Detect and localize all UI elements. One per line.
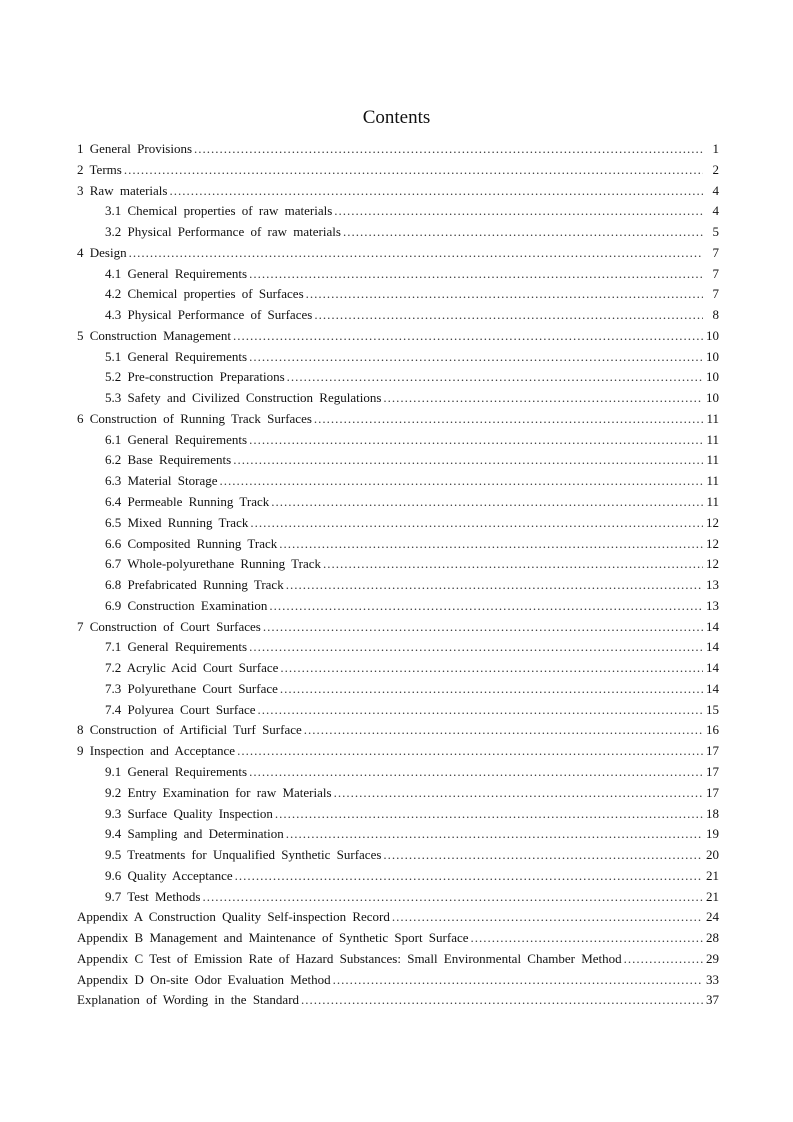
toc-entry[interactable] (77, 264, 719, 285)
toc-entry-page-number: 10 (706, 369, 719, 385)
toc-entry-label: 3.2 Physical Performance of raw materials (105, 224, 341, 240)
dot-leader (323, 554, 703, 575)
toc-entry-label: 7 Construction of Court Surfaces (77, 618, 261, 634)
toc-entry-label: 9.7 Test Methods (105, 888, 201, 904)
toc-entry-page-number: 33 (706, 971, 719, 987)
dot-leader (249, 762, 703, 783)
toc-entry-label: 6.4 Permeable Running Track (105, 494, 270, 510)
toc-entry-page-number: 17 (706, 763, 719, 779)
dot-leader (249, 637, 703, 658)
toc-entry[interactable] (77, 804, 719, 825)
toc-entry-page-number: 37 (706, 992, 719, 1008)
toc-entry[interactable] (77, 388, 719, 409)
toc-entry-page-number: 11 (706, 452, 719, 468)
toc-entry-page-number: 28 (706, 930, 719, 946)
toc-entry[interactable] (77, 326, 719, 347)
toc-entry[interactable] (77, 845, 719, 866)
toc-entry-page-number: 10 (706, 327, 719, 343)
toc-entry-page-number: 5 (712, 224, 719, 240)
dot-leader (233, 326, 703, 347)
toc-entry[interactable] (77, 139, 719, 160)
dot-leader (624, 949, 703, 970)
toc-entry[interactable] (77, 741, 719, 762)
toc-entry-label: 6.6 Composited Running Track (105, 535, 278, 551)
dot-leader (334, 201, 703, 222)
toc-entry-label: Appendix D On-site Odor Evaluation Method (77, 971, 331, 987)
toc-entry[interactable] (77, 949, 719, 970)
toc-entry-label: 6.7 Whole-polyurethane Running Track (105, 556, 322, 572)
toc-entry[interactable] (77, 907, 719, 928)
dot-leader (333, 970, 703, 991)
toc-entry-label: Appendix C Test of Emission Rate of Hazard Substances: Small Environmental Chamber Method (77, 950, 622, 966)
dot-leader (287, 367, 703, 388)
dot-leader (271, 492, 703, 513)
toc-entry-label: 6.8 Prefabricated Running Track (105, 577, 284, 593)
toc-entry-label: 8 Construction of Artificial Turf Surface (77, 722, 302, 738)
toc-entry[interactable] (77, 720, 719, 741)
dot-leader (383, 388, 703, 409)
toc-entry-page-number: 4 (712, 182, 719, 198)
toc-entry-page-number: 17 (706, 743, 719, 759)
toc-entry-label: 9.3 Surface Quality Inspection (105, 805, 273, 821)
toc-entry-page-number: 29 (706, 950, 719, 966)
toc-entry-page-number: 12 (706, 535, 719, 551)
toc-entry-label: 5.2 Pre-construction Preparations (105, 369, 285, 385)
toc-entry-page-number: 1 (712, 141, 719, 156)
toc-entry-label: 9.5 Treatments for Unqualified Synthetic Surfaces (105, 847, 382, 863)
toc-entry-page-number: 4 (712, 203, 719, 219)
dot-leader (275, 804, 703, 825)
toc-entry-page-number: 11 (706, 410, 719, 426)
toc-entry[interactable] (77, 928, 719, 949)
dot-leader (383, 845, 703, 866)
toc-entry[interactable] (77, 596, 719, 617)
toc-entry[interactable] (77, 347, 719, 368)
toc-entry[interactable] (77, 450, 719, 471)
toc-entry-page-number: 18 (706, 805, 719, 821)
toc-entry-page-number: 15 (706, 701, 719, 717)
toc-entry-label: 3 Raw materials (77, 182, 168, 198)
toc-entry-page-number: 14 (706, 660, 719, 676)
toc-entry[interactable] (77, 430, 719, 451)
toc-entry[interactable] (77, 637, 719, 658)
toc-entry-page-number: 21 (706, 888, 719, 904)
dot-leader (129, 243, 703, 264)
toc-entry-label: 1 General Provisions (77, 141, 193, 156)
toc-entry-label: 5.3 Safety and Civilized Construction Regulations (105, 390, 382, 406)
toc-entry-label: 5 Construction Management (77, 327, 232, 343)
dot-leader (301, 990, 703, 1011)
toc-entry-label: Appendix B Management and Maintenance of Synthetic Sport Surface (77, 930, 469, 946)
toc-entry-page-number: 10 (706, 348, 719, 364)
dot-leader (343, 222, 703, 243)
toc-entry[interactable] (77, 367, 719, 388)
toc-entry[interactable] (77, 222, 719, 243)
toc-entry-label: 7.2 Acrylic Acid Court Surface (105, 660, 279, 676)
toc-entry-label: 7.4 Polyurea Court Surface (105, 701, 256, 717)
toc-entry-page-number: 24 (706, 909, 719, 925)
toc-entry-page-number: 11 (706, 431, 719, 447)
toc-entry-label: 2 Terms (77, 161, 122, 177)
dot-leader (392, 907, 703, 928)
toc-entry-page-number: 8 (712, 307, 719, 323)
toc-entry-page-number: 7 (712, 244, 719, 260)
dot-leader (220, 471, 704, 492)
toc-entry[interactable] (77, 700, 719, 721)
toc-entry-page-number: 11 (706, 494, 719, 510)
toc-entry-page-number: 14 (706, 680, 719, 696)
toc-entry-label: 7.3 Polyurethane Court Surface (105, 680, 278, 696)
toc-entry[interactable] (77, 201, 719, 222)
toc-entry-label: 7.1 General Requirements (105, 639, 248, 655)
toc-entry-label: 5.1 General Requirements (105, 348, 248, 364)
toc-entry-label: 6.1 General Requirements (105, 431, 248, 447)
dot-leader (286, 824, 703, 845)
toc-entry-page-number: 7 (712, 286, 719, 302)
dot-leader (249, 347, 703, 368)
dot-leader (279, 534, 703, 555)
dot-leader (249, 264, 703, 285)
toc-entry[interactable] (77, 243, 719, 264)
dot-leader (314, 305, 703, 326)
dot-leader (237, 741, 703, 762)
toc-entry-label: 9.6 Quality Acceptance (105, 867, 233, 883)
dot-leader (269, 596, 703, 617)
toc-entry-page-number: 14 (706, 639, 719, 655)
dot-leader (314, 409, 703, 430)
dot-leader (194, 139, 703, 160)
toc-entry-page-number: 10 (706, 390, 719, 406)
toc-entry[interactable] (77, 990, 719, 1011)
toc-entry[interactable] (77, 762, 719, 783)
toc-entry-label: 6.2 Base Requirements (105, 452, 232, 468)
toc-entry-label: 9.2 Entry Examination for raw Materials (105, 784, 332, 800)
toc-entry[interactable] (77, 783, 719, 804)
toc-entry-page-number: 13 (706, 597, 719, 613)
toc-entry[interactable] (77, 679, 719, 700)
dot-leader (258, 700, 703, 721)
toc-entry-label: 9.4 Sampling and Determination (105, 826, 284, 842)
toc-entry-label: 9.1 General Requirements (105, 763, 248, 779)
toc-entry-label: 6.9 Construction Examination (105, 597, 268, 613)
toc-entry-page-number: 16 (706, 722, 719, 738)
toc-entry-page-number: 2 (712, 161, 719, 177)
toc-entry-label: 4.2 Chemical properties of Surfaces (105, 286, 304, 302)
toc-entry-page-number: 7 (712, 265, 719, 281)
toc-entry-page-number: 13 (706, 577, 719, 593)
toc-entry-page-number: 14 (706, 618, 719, 634)
dot-leader (280, 679, 703, 700)
toc-entry-page-number: 11 (706, 473, 719, 489)
toc-entry[interactable] (77, 617, 719, 638)
dot-leader (286, 575, 703, 596)
toc-entry[interactable] (77, 513, 719, 534)
toc-entry-label: Appendix A Construction Quality Self-inspection Record (77, 909, 390, 925)
dot-leader (249, 430, 703, 451)
dot-leader (471, 928, 703, 949)
toc-entry-page-number: 12 (706, 514, 719, 530)
dot-leader (203, 887, 704, 908)
toc-entry-page-number: 21 (706, 867, 719, 883)
toc-entry-label: 3.1 Chemical properties of raw materials (105, 203, 333, 219)
toc-entry-page-number: 12 (706, 556, 719, 572)
toc-entry[interactable] (77, 887, 719, 908)
toc-entry[interactable] (77, 534, 719, 555)
toc-entry[interactable] (77, 305, 719, 326)
toc-entry[interactable] (77, 658, 719, 679)
dot-leader (334, 783, 703, 804)
toc-entry[interactable] (77, 554, 719, 575)
toc-entry-page-number: 17 (706, 784, 719, 800)
dot-leader (306, 284, 703, 305)
toc-entry[interactable] (77, 284, 719, 305)
toc-entry-label: 6.5 Mixed Running Track (105, 514, 249, 530)
toc-entry[interactable] (77, 409, 719, 430)
dot-leader (235, 866, 703, 887)
toc-entry[interactable] (77, 492, 719, 513)
toc-entry[interactable] (77, 575, 719, 596)
toc-entry-label: 4 Design (77, 244, 127, 260)
toc-entry[interactable] (77, 824, 719, 845)
dot-leader (124, 160, 703, 181)
toc-entry-label: 4.3 Physical Performance of Surfaces (105, 307, 313, 323)
dot-leader (233, 450, 703, 471)
toc-entry-label: 6.3 Material Storage (105, 473, 218, 489)
dot-leader (169, 181, 703, 202)
table-of-contents (77, 139, 719, 1011)
toc-entry-page-number: 20 (706, 847, 719, 863)
toc-entry-page-number: 19 (706, 826, 719, 842)
toc-entry[interactable] (77, 181, 719, 202)
toc-entry[interactable] (77, 471, 719, 492)
toc-entry-label: Explanation of Wording in the Standard (77, 992, 300, 1008)
dot-leader (263, 617, 703, 638)
toc-entry[interactable] (77, 970, 719, 991)
page-title: Contents (362, 107, 431, 128)
dot-leader (280, 658, 703, 679)
dot-leader (250, 513, 703, 534)
toc-entry-label: 6 Construction of Running Track Surfaces (77, 410, 312, 426)
toc-entry-label: 9 Inspection and Acceptance (77, 743, 236, 759)
toc-entry-label: 4.1 General Requirements (105, 265, 248, 281)
toc-entry[interactable] (77, 160, 719, 181)
dot-leader (304, 720, 703, 741)
toc-entry[interactable] (77, 866, 719, 887)
